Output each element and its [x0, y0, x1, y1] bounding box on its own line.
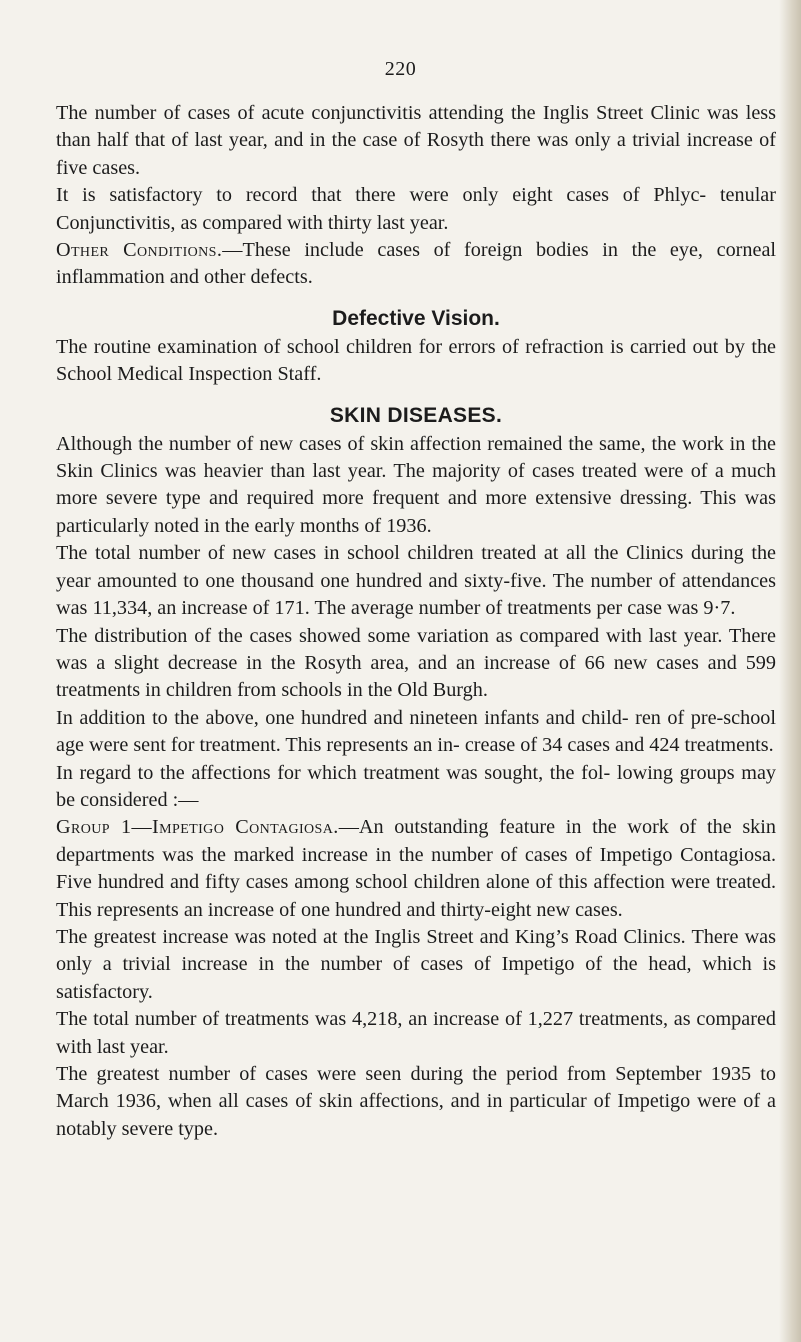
paragraph-group-1 — [56, 814, 776, 924]
page-content — [56, 100, 776, 1143]
paragraph-conjunctivitis: The number of cases of acute conjunctivitis attending the Inglis Street Clinic was less than half that of last year, and in the case of Rosyth there was only a trivial increase of five cases. — [56, 102, 776, 179]
paragraph-skin-2: The total number of new cases in school children treated at all the Clinics during the year amounted to one thousand one hundred and sixty-five. The number of attendances was 11,334, an increase of 171. The average number of treatments per case was 9·7. — [56, 542, 776, 620]
paragraph-skin-5: In regard to the affections for which treatment was sought, the fol- lowing groups may be considered :— — [56, 761, 776, 811]
paragraph-other-conditions — [56, 237, 776, 292]
paragraph-skin-7: The greatest increase was noted at the Inglis Street and King’s Road Clinics. There was only a trivial increase in the number of cases of Impetigo of the head, which is satisfactory. — [56, 925, 776, 1003]
paragraph-phlyctenular: It is satisfactory to record that there were only eight cases of Phlyc- tenular Conjunctivitis, as compared with thirty last year. — [56, 184, 776, 234]
heading-skin-diseases: SKIN DISEASES. — [329, 403, 503, 427]
paragraph-skin-4: In addition to the above, one hundred and nineteen infants and child- ren of pre-school age were sent for treatment. This represents an in- crease of 34 cases and 424 treatments. — [56, 706, 776, 757]
group-1-body: —An outstanding feature in the work of the skin departments was the marked increase in the number of cases of Impetigo Contagiosa. Five hundred and fifty cases among school children alone of this affection were treated. This represents an increase of one hundred and thirty-eight new cases. — [56, 816, 776, 921]
paragraph-skin-1: Although the number of new cases of skin affection remained the same, the work in the Skin Clinics was heavier than last year. The majority of cases treated were of a much more severe type and required more frequent and more extensive dressing. This was particularly noted in the early months of 1936. — [56, 432, 776, 537]
page-number: 220 — [384, 58, 417, 80]
paragraph-skin-8: The total number of treatments was 4,218, an increase of 1,227 treatments, as compared with last year. — [56, 1008, 776, 1058]
other-conditions-lead: Other Conditions. — [56, 239, 223, 262]
other-conditions-body: —These include cases of foreign bodies in the eye, corneal inflammation and other defects. — [56, 239, 777, 289]
group-1-lead: Group 1—Impetigo Contagiosa. — [56, 816, 339, 839]
heading-defective-vision: Defective Vision. — [332, 306, 500, 330]
page-edge-shadow — [779, 0, 801, 1342]
paragraph-skin-9: The greatest number of cases were seen during the period from September 1935 to March 1936, when all cases of skin affections, and in particular of Impetigo were of a notably severe type. — [56, 1063, 776, 1140]
paragraph-skin-3: The distribution of the cases showed some variation as compared with last year. There was a slight decrease in the Rosyth area, and an increase of 66 new cases and 599 treatments in children from schools in the Old Burgh. — [56, 624, 776, 702]
paragraph-defective-vision: The routine examination of school children for errors of refraction is carried out by the School Medical Inspection Staff. — [56, 335, 776, 386]
